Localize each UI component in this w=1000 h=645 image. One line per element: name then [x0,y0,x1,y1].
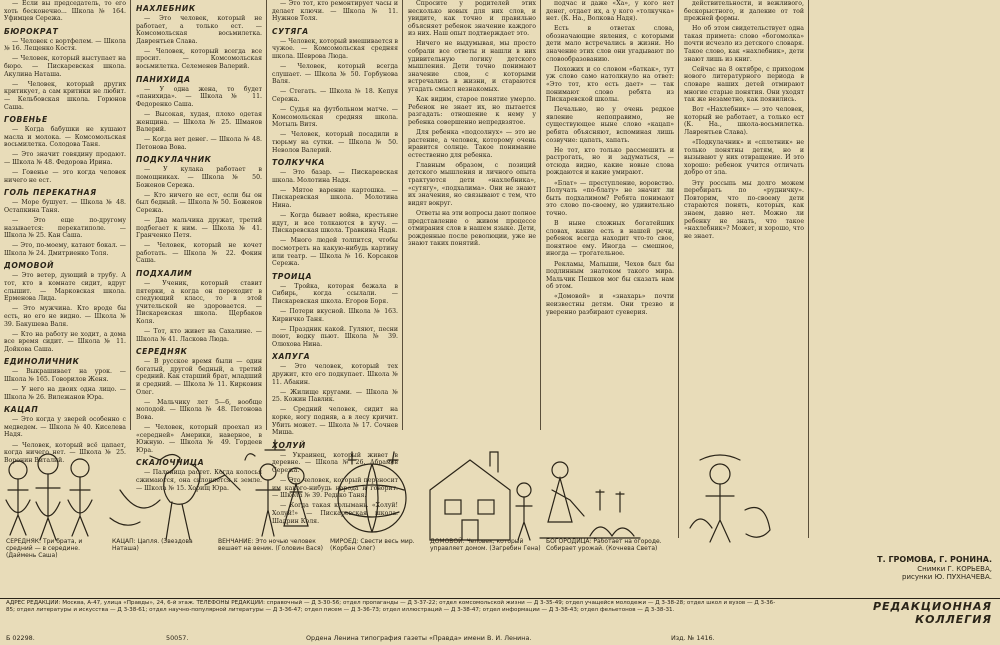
heron-drawing [110,454,240,540]
entry-heading: СКАЛОЧНИЦА [136,458,205,468]
entry-text: Ничего не выдумывая, мы просто собрали все ответы и нашли в них удивительную логику детского мышления. Дети точно понимают значение слов, с которыми встречались в жизни, и стараются угадать смысл незнакомых. [408,40,536,94]
column-rule [540,0,541,430]
boy-drawing [690,455,770,542]
cartoon-caption-6: БОГОРОДИЦА: Работает на огороде. Собирает урожай. (Кочнева Света) [546,538,662,553]
entry-text: — Судья на футбольном матче. — Комсомольская средняя школа. Мотыль Витя. [272,106,398,129]
garden-drawing [540,462,640,538]
entry-text: — Тот, кто живет на Сахалине. — Школа № 41. Ласкова Люда. [136,328,262,343]
entry-heading: ХОЛУЙ [272,440,306,450]
entry-text: — Это еще по-другому называется: перекатиполе. — Школа № 25. Кан Саша. [4,216,126,240]
entry-heading: ПОДКУЛАЧНИК [136,155,212,165]
entry-text: — Когда бывает война, крестьяне идут, и все толкаются в кучу. — Пискаревская школа. Травкина Надя. [272,212,398,235]
editorial-line-2: КОЛЛЕГИЯ [915,613,992,626]
entry-text: — Средний человек, сидит на корке, ногу подняв, а в лесу кричит. Убить может. — Школа № 17. Сочнев Миша. [272,406,398,437]
column-6-sections [684,0,804,240]
entry-heading: ХАПУГА [272,352,311,362]
entry-text: Рекламы, Малыши, Чехов был бы подлинным знатоком такого мира. Мальчик Пешков мог бы сказать нам об этом. [546,260,674,291]
entry-heading: ТОЛКУЧКА [272,158,326,168]
entry-text: — Паленица растет. Когда колосья сжимаются, она склоняется к земле. — Школа № 15. Хорищ Юра. [136,469,262,492]
entry-text: Эту россыпь мы долго можем перебирать по «рудничку». Повторим, что по-своему дети стараются понять, которых, как знаем, давно нет. Можно ли ребенку не знать, что такое «нахлебник»? Может, и хорошо, что не знает. [684,179,804,240]
entry-text: Спросите у родителей этих несколько новых для них слов, и увидите, как точно и правильно объясняет ребенок значение каждого из них. Наш опыт подтверждает это. [408,0,536,38]
entry-text: — Это значит говядину продают. — Школа № 48. Федорова Ирина. [4,151,126,166]
entry-text: — Говенье — это когда человек ничего не ест. [4,169,126,184]
entry-text: — Высокая, худая, плохо одетая женщина. — Школа № 25. Шманов Валерий. [136,110,262,134]
editorial-board [832,600,992,626]
entry-text: «Подкулачник» и «сплетник» не только понятны детям, но и вызывают у них отвращение. И это хорошо: ребенок учится отличать добро от зла. [684,139,804,177]
entry-text: — У одна жена, то будет «панихида». — Школа № 11. Федоренко Саша. [136,85,262,108]
entry-heading: ДОМОВОЙ [4,261,55,271]
signature-authors: Т. ГРОМОВА, Г. РОНИНА. [877,555,992,564]
column-rule [266,0,267,430]
column-rule [808,0,809,538]
cartoon-caption-5: ДОМОВОЙ: Человек, который управляет домом. (Загребин Гена) [430,538,541,553]
entry-heading: ТРОИЦА [272,271,313,281]
entry-text: — Тройка, которая бежала в Сибирь, когда ссылали. — Пискаревская школа. Егоров Боря. [272,282,398,305]
entry-text: — Человек, который посадили в тюрьму на сутки. — Школа № 50. Неволов Валерий. [272,131,398,154]
article-signature [842,556,992,582]
editorial-line-1: РЕДАКЦИОННАЯ [872,600,992,613]
entry-heading: ЕДИНОЛИЧНИК [4,357,80,367]
column-1-sections [4,0,126,464]
entry-text: — Это человек, который не работает, а только ест. — Комсомольская восьмилетка. Даврентьев Слава. [136,15,262,45]
entry-text: Похожих и со словом «баткак», тут уж слово само натолкнуло на ответ: «Это тот, кто есть дает» — так понимают слово ребята из Пискаревской школы. [546,65,674,104]
globe-drawing [338,452,406,532]
entry-text: — Человек, который других критикует, а сам критики не любит. — Кельбовская школа. Горюнов Саша. [4,80,126,111]
entry-text: — Мятое варение картошка. — Пискаревская школа. Молотина Нина. [272,186,398,209]
entry-text: — Мальчику лет 5—6, вообще молодой. — Школа № 48. Петонова Вова. [136,398,262,421]
column-4-sections [408,0,536,248]
entry-text: — Это человек, который тех дружит, кто его подкупает. Школа № 11. Абакин. [272,363,398,386]
entry-text: — Когда нет денег. — Школа № 48. Петонова Вова. [136,136,262,151]
entry-text: — Выкрашивает на урок. — Школа № 165. Говорилов Женя. [4,368,126,383]
signature-drawings: рисунки Ю. ПУХНАЧЕВА. [902,573,992,581]
entry-heading: СУТЯГА [272,26,309,36]
entry-text: — В русское время были — один богатый, другой бедный, а третий средний. Как старший брат, младший и средний. — Школа № 11. Кирковин Олег. [136,358,262,396]
entry-text: Как видим, старое понятие умерло. Ребенок не знает их, но пытается разгадать: отношение к нему у ребенка совершенно непредвзятое. [408,96,536,126]
entry-text: «Блат» — преступление, воровство. Получать «по-блату» не значит ли быть подхалимом? Ребята понимают это слово по-своему, но удивительно точно. [546,179,674,217]
entry-text: Вот «Нахлебник» — это человек, который не работает, а только ест (К. На., школа-восьмилетка. Лаврентьев Слава). [684,106,804,136]
column-2-sections [136,4,262,492]
entry-text: — Это тот, кто ремонтирует часы и делает ключи. — Школа № 11. Нужнов Толя. [272,0,398,23]
column-rule [402,0,403,430]
footer-issue: Изд. № 1416. [671,634,715,642]
entry-text: В ныне сложных богатейших словах, какие есть в нашей речи, ребенок всегда находит что-то свое, понятное ему. Иногда — смешное, иногда — трогательное. [546,220,674,258]
cartoon-caption-1: СЕРЕДНЯК: Три брата, и средний — в середине. (Даймень Саша) [6,538,83,560]
entry-text: Сейчас на 8 октябре, с приходом нового литературного периода в словаре наших детей отмирают многие старые понятия. Они уходят так же незаметно, как появились. [684,65,804,104]
entry-text: — Человек, который всё цапает, когда ничего нет. — Школа № 25. Воронин Виталий. [4,441,126,464]
entry-text: — Человек, который всегда все просит. — Комсомольская восьмилетка. Селеменев Валерий. [136,47,262,71]
entry-text: действительности, и вежливого, бескорыстного, и далекие от той прежней формы. [684,0,804,23]
entry-text: — Море бушует. — Школа № 48. Остапкина Таня. [4,199,126,214]
entry-text: — Два мальчика дружат, третий подбегает к ним. — Школа № 41. Гранченко Петя. [136,216,262,240]
entry-text: — У кулака работает в помощниках. — Школа № 50. Боженов Сережа. [136,166,262,189]
cartoon-caption-3: ВЕНЧАНИЕ: Это ночью человек вешает на веник. (Головин Вася) [218,538,323,553]
footer-code-2: 50057. [166,634,189,642]
entry-text: — Человек, который всегда слушает. — Школа № 50. Горбунова Валя. [272,63,398,86]
entry-text: — Человек, который проехал из «середней» Америки, наверное, в Южную. — Школа № 49. Гордеев Юра. [136,424,262,454]
footer-address: АДРЕС РЕДАКЦИИ: Москва, А-47, улица «Правды», 24, 6-й этаж. ТЕЛЕФОНЫ РЕДАКЦИИ: справочный — Д 3-30-56; отдел пропаганды — Д 3-37-22; отдел комсомольской жизни — Д 3-35-49; отдел учащейся молодежи — Д 3-38-28; отдел школ и вузов — Д 3-36-85; отдел литературы и искусства — Д 3-38-61; отдел научно-популярной литературы — Д 3-36-47; отдел писем — Д 3-36-73; отдел иллюстраций — Д 3-38-47; отдел информации — Д 3-38-43; отдел фельетонов — Д 3-38-31. [6,600,776,613]
entry-text: — Когда бабушки не кушают масла и молока. — Комсомольская восьмилетка. Солодова Таня. [4,126,126,149]
entry-text: — Если вы председатель, то его хоть бесконечно... Школа № 164. Уфимцев Сережа. [4,0,126,23]
footer-printer: Ордена Ленина типография газеты «Правда» имени В. И. Ленина. [306,634,532,642]
entry-heading: ГОЛЬ ПЕРЕКАТНАЯ [4,188,97,198]
entry-text: — Человек, который не кочет работать. — Школа № 22. Фокин Саша. [136,242,262,265]
entry-text: Но об этом свидетельствует одна такая примета: слово «богомолка» почти исчезло из детского словаря. Такое слово, как «нахлебник», дети знают лишь из книг. [684,25,804,63]
column-5-sections [546,0,674,316]
entry-text: — Кто ничего не ест, если бы он был бедный. — Школа № 50. Боженов Сережа. [136,191,262,214]
entry-text: — Это человек, который переносит им какого-нибудь народа и говорит. — Школа № 39. Редько Таня. [272,477,398,500]
entry-heading: КАЦАП [4,405,39,415]
entry-text: — Человек, который вмешивается в чужое. — Комсомольская средняя школа. Шеврова Люда. [272,37,398,60]
entry-text: — Это ветер, дующий в трубу. А тот, кто в комнате сидит, вдруг слышит. — Марковская школа. Ерменова Лида. [4,272,126,303]
footer-code-1: Б 02298. [6,634,35,642]
footer-top-rule [0,598,1000,599]
column-rule [130,0,131,430]
entry-text: — Когда такая колымань. «Холуй! Холуй!» — Пискаревская школа. Шадрин Коля. [272,502,398,525]
entry-text: Для ребенка «подсолнух» — это не растение, а человек, которому очень нравится солнце. Такое понимание естественно для ребенка. [408,129,536,159]
column-7 [814,0,996,545]
entry-text: Главным образом, с позиций детского мышления и личного опыта трактуются дети «нахлебника», «сутягу», «подхалима». Они не знают их значения, но связывают с тем, что видят вокруг. [408,161,536,207]
entry-text: Не тот, кто только рассмешить и растрогать, но и задуматься, — отсюда видно, какие новые слова рождаются и какие умирают. [546,146,674,177]
entry-heading: НАХЛЕБНИК [136,4,196,13]
entry-text: — Кто на работу не ходит, а дома все время сидит. — Школа № 11. Дойкова Саша. [4,330,126,353]
entry-heading: СЕРЕДНЯК [136,347,188,357]
entry-text: Печально, но у очень редкое явление непоправимо, не существующее ныне слово «кацап» ребята объясняют, вспоминая лишь созвучие: цапать, хапать. [546,106,674,144]
cartoon-caption-4: МИРОЕД: Свести весь мир. (Корбан Олег) [330,538,415,553]
entry-heading: ГОВЕНЬЕ [4,115,48,125]
entry-text: — Человек с вортфелем. — Школа № 16. Лещенко Костя. [4,37,126,53]
entry-text: — Человек, который выступает на бюро. — Пискаревская школа. Акулина Наташа. [4,55,126,78]
children-drawings-band [0,430,795,560]
entry-text: — Праздник какой. Гуляют, песни поют, водку пьют. Школа № 39. Олюхова Нина. [272,325,398,348]
entry-heading: ПАНИХИДА [136,74,191,84]
entry-text: Ответы на эти вопросы дают полное представление о живом процессе отмирания слов в нашем языке. Дети, рожденные после революции, уже не знают таких понятий. [408,209,536,248]
entry-text: — Это когда у зверей особенно с медведем. — Школа № 40. Киселева Надя. [4,416,126,439]
entry-heading: БЮРОКРАТ [4,26,59,36]
entry-text: — Жилище кругами. — Школа № 25. Кожин Павлик. [272,388,398,404]
house-drawing [430,452,532,540]
entry-text: — Это, по-моему, катают бокал. — Школа № 24. Дмитриенко Толя. [4,242,126,257]
entry-text: — Стегать. — Школа № 18. Кепуя Сережа. [272,88,398,103]
entry-text: подчас и даже «Ха», у кого нет денег, отдает их, а у кого «толкучка» нет. (К. На., Волкова Надя). [546,0,674,23]
entry-text: «Домовой» и «знахарь» почти неизвестны детям. Они трезво и уверенно разбирают суеверия. [546,293,674,316]
entry-text: — Украинец, который живет в деревне. — Школа № 26. Абрамов Сережа. [272,451,398,474]
wedding-drawing [245,440,308,536]
three-brothers-drawing [6,454,92,540]
entry-text: — У него на двоих одна лицо. — Школа № 26. Вилежанов Юра. [4,386,126,401]
cartoon-caption-2: КАЦАП: Цапля. (Звездова Наташа) [112,538,193,553]
entry-text: — Потери вкусной. Школа № 163. Кирвичко Таня. [272,308,398,323]
entry-text: — Это базар. — Пискаревская школа. Молотина Надя. [272,169,398,184]
signature-photo: Снимки Г. КОРЬЕВА, [917,564,992,573]
entry-text: — Ученик, который ставит пятерки, а когда он переходит в следующий класс, то в этой учительской не здоровается. — Пискаревская школа. Щербаков Коля. [136,280,262,325]
entry-heading: ПОДХАЛИМ [136,269,193,279]
entry-text: Есть в ответах слова, обозначающие явления, с которыми дети мало встречались в жизни. Но значение этих слов они угадывают по словообразованию. [546,25,674,63]
entry-text: — Это мужчина. Кто вроде бы есть, но его не видно. — Школа № 39. Бакушева Валя. [4,305,126,328]
entry-text: — Много людей толпится, чтобы посмотреть на какую-нибудь картину или театр. — Школа № 16. Корсаков Сережа. [272,237,398,268]
